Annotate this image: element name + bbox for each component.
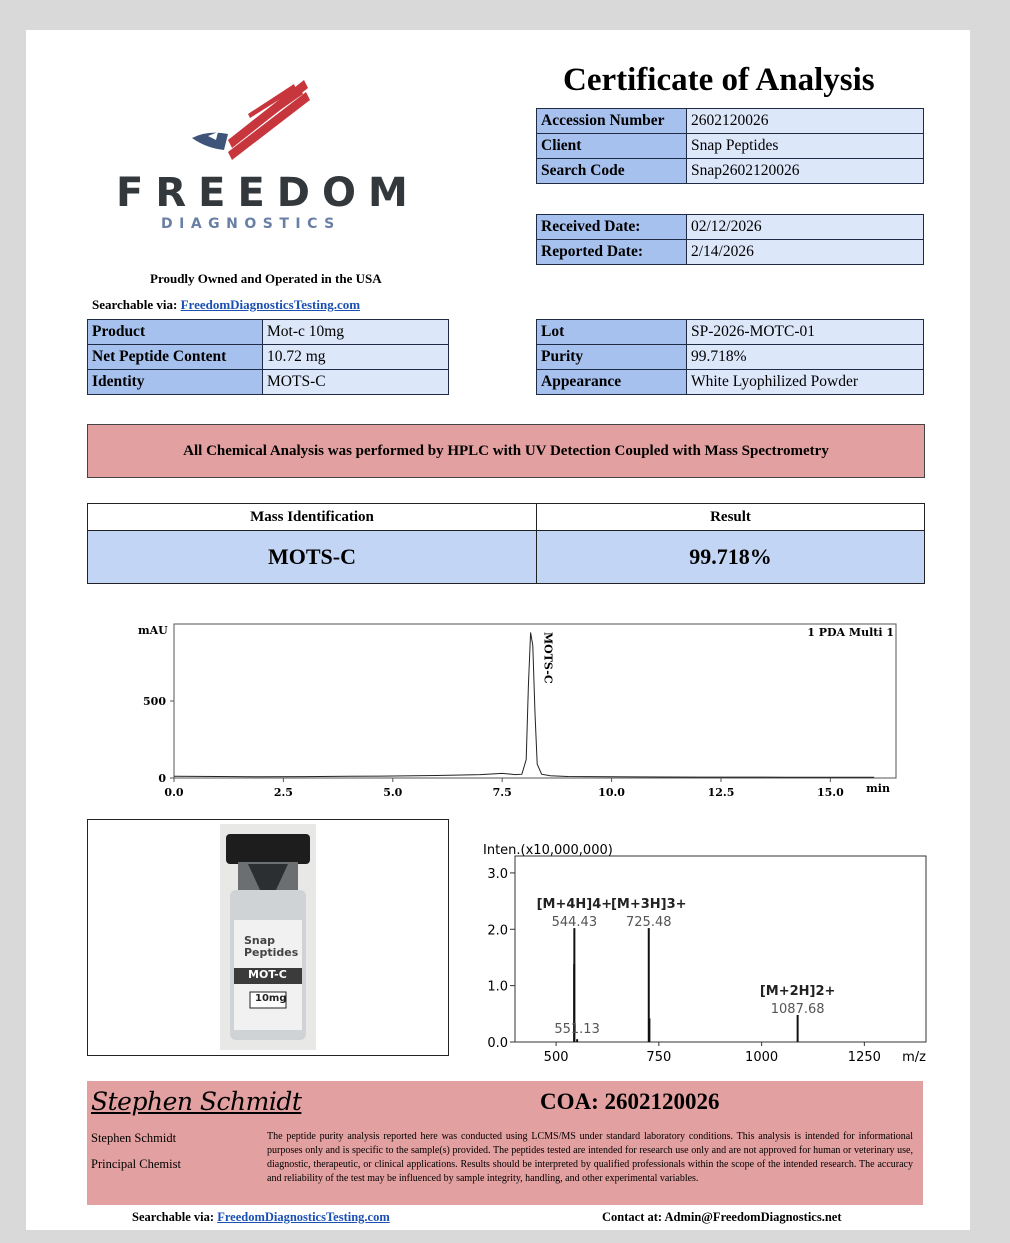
dates-table <box>536 214 924 265</box>
hplc-y-tick-label: 0 <box>158 772 166 785</box>
certificate-page <box>26 30 970 1230</box>
ms-x-tick-label: 1000 <box>745 1050 779 1065</box>
accession-row <box>537 109 924 134</box>
ms-y-tick-label: 1.0 <box>487 979 508 995</box>
lot-table <box>536 319 924 395</box>
results-table <box>87 503 925 584</box>
searchable-label: Searchable via: <box>92 297 178 312</box>
accession-label: Client <box>537 134 687 159</box>
ms-y-tick-label: 2.0 <box>487 923 508 939</box>
dates-value: 02/12/2026 <box>687 215 924 240</box>
lot-row <box>537 320 924 345</box>
ms-y-tick-label: 0.0 <box>487 1036 508 1051</box>
result-header: Result <box>537 504 924 531</box>
hplc-y-tick-label: 500 <box>143 695 166 708</box>
footer-searchable <box>132 1210 390 1225</box>
signer-name: Stephen Schmidt <box>91 1131 177 1145</box>
ms-peak-value-label: 544.43 <box>551 915 598 931</box>
dates-row <box>537 215 924 240</box>
hplc-x-tick-label: 12.5 <box>707 786 735 799</box>
ms-x-tick-label: 750 <box>646 1050 672 1065</box>
vial-brand-1: Snap <box>244 934 276 947</box>
product-label: Identity <box>88 370 263 395</box>
ms-peak-value-label: 1087.68 <box>770 1001 825 1017</box>
product-value: MOTS-C <box>263 370 449 395</box>
ms-peak-ion-label: [M+4H]4+ <box>536 897 613 913</box>
tagline: Proudly Owned and Operated in the USA <box>150 271 382 286</box>
lot-value: White Lyophilized Powder <box>687 370 924 395</box>
method-banner-text: All Chemical Analysis was performed by HPLC with UV Detection Coupled with Mass Spectrometry <box>183 443 829 459</box>
hplc-trace-line <box>174 633 874 778</box>
ms-peak-value-label: 551.13 <box>554 1022 600 1038</box>
product-value: Mot-c 10mg <box>263 320 449 345</box>
signature: Stephen Schmidt <box>91 1087 302 1116</box>
product-value: 10.72 mg <box>263 345 449 370</box>
product-row <box>88 345 449 370</box>
method-banner <box>87 424 925 478</box>
lot-value: 99.718% <box>687 345 924 370</box>
coa-number: COA: 2602120026 <box>540 1089 720 1114</box>
page-title: Certificate of Analysis <box>563 62 875 98</box>
product-table <box>87 319 449 395</box>
contact-email[interactable]: Contact at: Admin@FreedomDiagnostics.net <box>602 1210 842 1224</box>
website-link[interactable]: FreedomDiagnosticsTesting.com <box>180 297 361 312</box>
ms-y-tick-label: 3.0 <box>487 866 508 882</box>
footer-website-link[interactable]: FreedomDiagnosticsTesting.com <box>217 1210 390 1224</box>
accession-row <box>537 159 924 184</box>
mass-spectrum <box>453 804 933 1066</box>
accession-value: 2602120026 <box>687 109 924 134</box>
ms-y-axis-label: Inten.(x10,000,000) <box>483 843 613 858</box>
hplc-chromatogram <box>106 610 906 800</box>
lot-label: Appearance <box>537 370 687 395</box>
logo-wordmark: FREEDOM <box>116 170 420 216</box>
lot-row <box>537 370 924 395</box>
ms-peak-ion-label: [M+2H]2+ <box>759 983 836 999</box>
mass-id-header: Mass Identification <box>88 504 537 531</box>
hplc-y-axis-label: mAU <box>138 624 168 637</box>
ms-plot-frame <box>515 856 926 1042</box>
footer-panel <box>87 1081 923 1205</box>
hplc-legend: 1 PDA Multi 1 <box>807 626 894 639</box>
result-value: 99.718% <box>537 531 924 583</box>
ms-x-tick-label: 500 <box>543 1050 569 1065</box>
logo-subtitle: DIAGNOSTICS <box>161 216 341 232</box>
dates-value: 2/14/2026 <box>687 240 924 265</box>
accession-row <box>537 134 924 159</box>
dates-label: Reported Date: <box>537 240 687 265</box>
hplc-x-tick-label: 10.0 <box>598 786 625 799</box>
accession-value: Snap2602120026 <box>687 159 924 184</box>
ms-peak-ion-label: [M+3H]3+ <box>610 897 687 913</box>
lot-label: Purity <box>537 345 687 370</box>
lot-row <box>537 345 924 370</box>
hplc-x-tick-label: 2.5 <box>273 786 293 799</box>
hplc-x-unit-label: min <box>866 782 890 795</box>
ms-peak-value-label: 725.48 <box>626 915 672 931</box>
accession-label: Accession Number <box>537 109 687 134</box>
hplc-peak-label: MOTS-C <box>541 632 555 684</box>
hplc-x-tick-label: 15.0 <box>816 786 844 799</box>
hplc-x-tick-label: 7.5 <box>492 786 512 799</box>
vial-brand-2: Peptides <box>244 946 299 959</box>
ms-x-unit-label: m/z <box>902 1050 926 1065</box>
vial-product-label: MOT-C <box>248 968 287 981</box>
accession-table <box>536 108 924 184</box>
searchable-line <box>92 297 360 313</box>
product-label: Net Peptide Content <box>88 345 263 370</box>
lot-label: Lot <box>537 320 687 345</box>
accession-label: Search Code <box>537 159 687 184</box>
hplc-x-tick-label: 5.0 <box>383 786 403 799</box>
signer-title: Principal Chemist <box>91 1157 181 1171</box>
lot-value: SP-2026-MOTC-01 <box>687 320 924 345</box>
ms-x-tick-label: 1250 <box>847 1050 881 1065</box>
product-row <box>88 370 449 395</box>
accession-value: Snap Peptides <box>687 134 924 159</box>
product-row <box>88 320 449 345</box>
eagle-flag-logo-icon <box>188 76 318 164</box>
dates-label: Received Date: <box>537 215 687 240</box>
vial-photo <box>87 819 449 1056</box>
product-label: Product <box>88 320 263 345</box>
mass-id-value: MOTS-C <box>88 531 537 583</box>
vial-dose-label: 10mg <box>255 993 287 1004</box>
hplc-x-tick-label: 0.0 <box>164 786 184 799</box>
dates-row <box>537 240 924 265</box>
disclaimer: The peptide purity analysis reported here was conducted using LCMS/MS under standard laboratory conditions. This analysis is intended for informational purposes only and is specific to the sample(s) provided. The peptides tested are intended for research use only and are not approved for human or veterinary use, diagnostic, therapeutic, or clinical applications. Results should be interpreted by qualified professionals within the scope of the intended research. The accuracy and reliability of the test may be influenced by sample integrity, handling, and other experimental variables. <box>267 1131 913 1184</box>
footer-searchable-label: Searchable via: <box>132 1210 215 1224</box>
